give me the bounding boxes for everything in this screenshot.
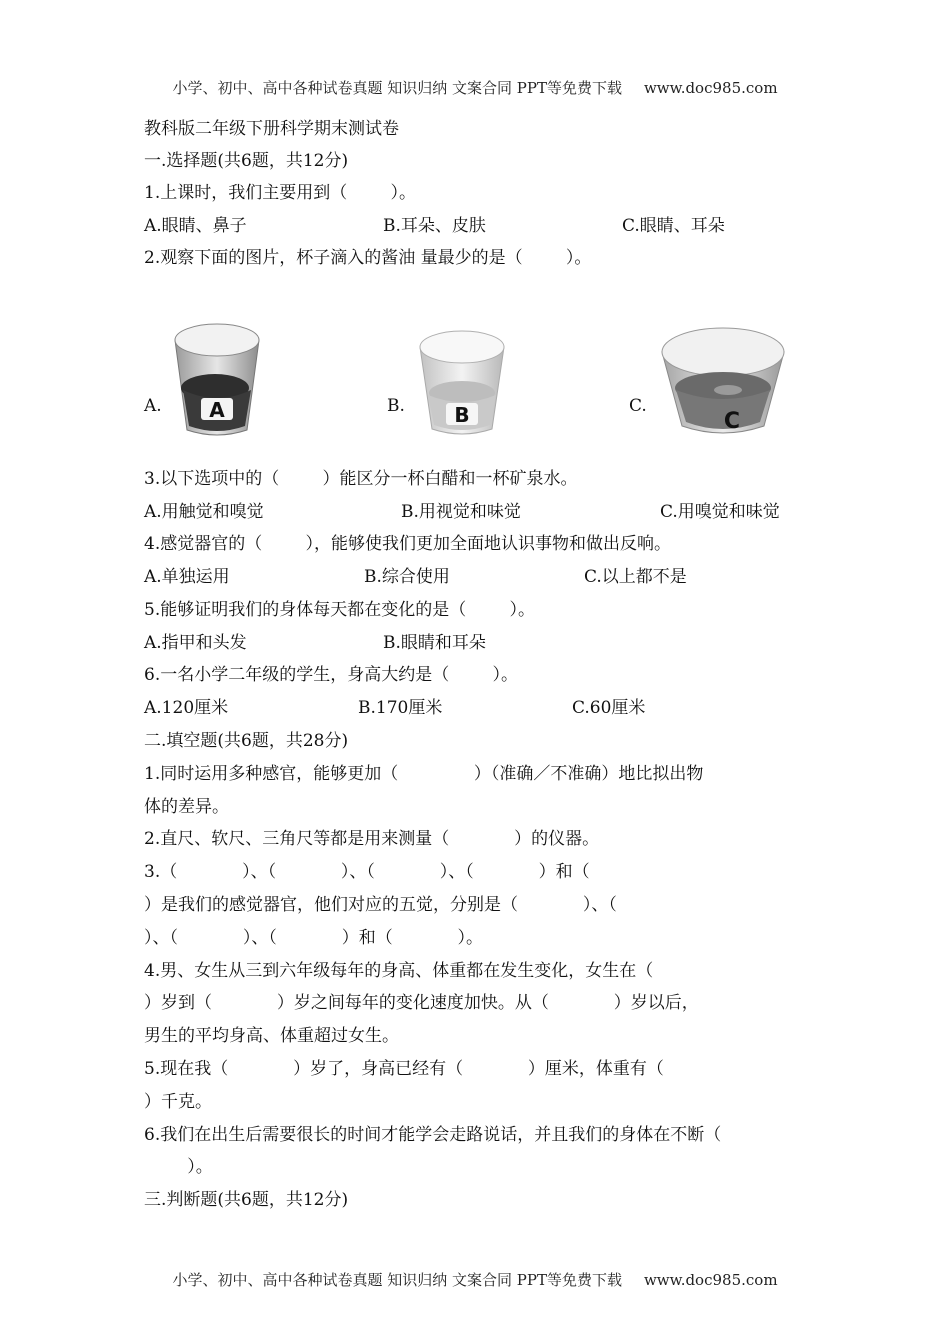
- q5-stem: 5.能够证明我们的身体每天都在变化的是（ ）。: [144, 600, 535, 620]
- q1-option-b: B.耳朵、皮肤: [383, 216, 486, 236]
- q4-option-a: A.单独运用: [144, 567, 230, 587]
- q5-option-b: B.眼睛和耳朵: [383, 633, 486, 653]
- q3-stem: 3.以下选项中的（ ）能区分一杯白醋和一杯矿泉水。: [144, 469, 578, 489]
- q3-option-b: B.用视觉和味觉: [401, 502, 521, 522]
- q1-option-a: A.眼睛、鼻子: [144, 216, 247, 236]
- q3-option-c: C.用嗅觉和味觉: [660, 502, 780, 522]
- fill-line-9: 男生的平均身高、体重超过女生。: [144, 1026, 399, 1046]
- header-text: 小学、初中、高中各种试卷真题 知识归纳 文案合同 PPT等免费下载: [172, 79, 622, 97]
- q4-stem: 4.感觉器官的（ ），能够使我们更加全面地认识事物和做出反响。: [144, 534, 671, 554]
- q6-stem: 6.一名小学二年级的学生，身高大约是（ ）。: [144, 665, 518, 685]
- fill-line-1: 1.同时运用多种感官，能够更加（ ）（准确／不准确）地比拟出物: [144, 764, 704, 784]
- cup-b-image: [410, 325, 514, 439]
- section-3-heading: 三.判断题(共6题，共12分): [144, 1190, 349, 1210]
- cup-b-label: B: [454, 403, 470, 427]
- section-1-heading: 一.选择题(共6题，共12分): [144, 151, 349, 171]
- fill-line-5: ）是我们的感觉器官，他们对应的五觉，分别是（ ）、（: [144, 895, 617, 915]
- q1-option-c: C.眼睛、耳朵: [622, 216, 725, 236]
- cup-a-image: [163, 318, 271, 440]
- q2-stem: 2.观察下面的图片，杯子滴入的酱油 量最少的是（ ）。: [144, 248, 592, 268]
- cup-c-image: [656, 322, 790, 440]
- fill-line-3: 2.直尺、软尺、三角尺等都是用来测量（ ）的仪器。: [144, 829, 600, 849]
- q6-option-b: B.170厘米: [358, 698, 443, 718]
- fill-line-6: ）、（ ）、（ ）和（ ）。: [144, 928, 484, 948]
- footer-site[interactable]: www.doc985.com: [643, 1271, 778, 1289]
- fill-line-11: ）千克。: [144, 1092, 212, 1112]
- cup-c-label: C: [723, 409, 741, 434]
- q2-option-b: B.: [387, 396, 405, 416]
- fill-line-8: ）岁到（ ）岁之间每年的变化速度加快。从（ ）岁以后，: [144, 993, 699, 1013]
- q3-option-a: A.用触觉和嗅觉: [144, 502, 264, 522]
- q4-option-b: B.综合使用: [364, 567, 450, 587]
- header-site[interactable]: www.doc985.com: [643, 79, 778, 97]
- page-footer: [0, 1269, 950, 1290]
- fill-line-10: 5.现在我（ ）岁了，身高已经有（ ）厘米，体重有（: [144, 1059, 664, 1079]
- q5-option-a: A.指甲和头发: [144, 633, 247, 653]
- page-header: [0, 77, 950, 98]
- fill-line-13: ）。: [144, 1157, 213, 1177]
- q6-option-a: A.120厘米: [144, 698, 229, 718]
- q2-option-a: A.: [144, 396, 162, 416]
- fill-line-4: 3.（ ）、（ ）、（ ）、（ ）和（: [144, 862, 590, 882]
- exam-title: 教科版二年级下册科学期末测试卷: [144, 119, 399, 139]
- cup-a-label: A: [209, 398, 225, 422]
- fill-line-2: 体的差异。: [144, 797, 229, 817]
- q6-option-c: C.60厘米: [572, 698, 646, 718]
- footer-text: 小学、初中、高中各种试卷真题 知识归纳 文案合同 PPT等免费下载: [172, 1271, 622, 1289]
- q1-stem: 1.上课时，我们主要用到（ ）。: [144, 183, 416, 203]
- q4-option-c: C.以上都不是: [584, 567, 687, 587]
- q2-option-c: C.: [629, 396, 647, 416]
- section-2-heading: 二.填空题(共6题，共28分): [144, 731, 349, 751]
- fill-line-7: 4.男、女生从三到六年级每年的身高、体重都在发生变化，女生在（: [144, 961, 654, 981]
- fill-line-12: 6.我们在出生后需要很长的时间才能学会走路说话，并且我们的身体在不断（: [144, 1125, 722, 1145]
